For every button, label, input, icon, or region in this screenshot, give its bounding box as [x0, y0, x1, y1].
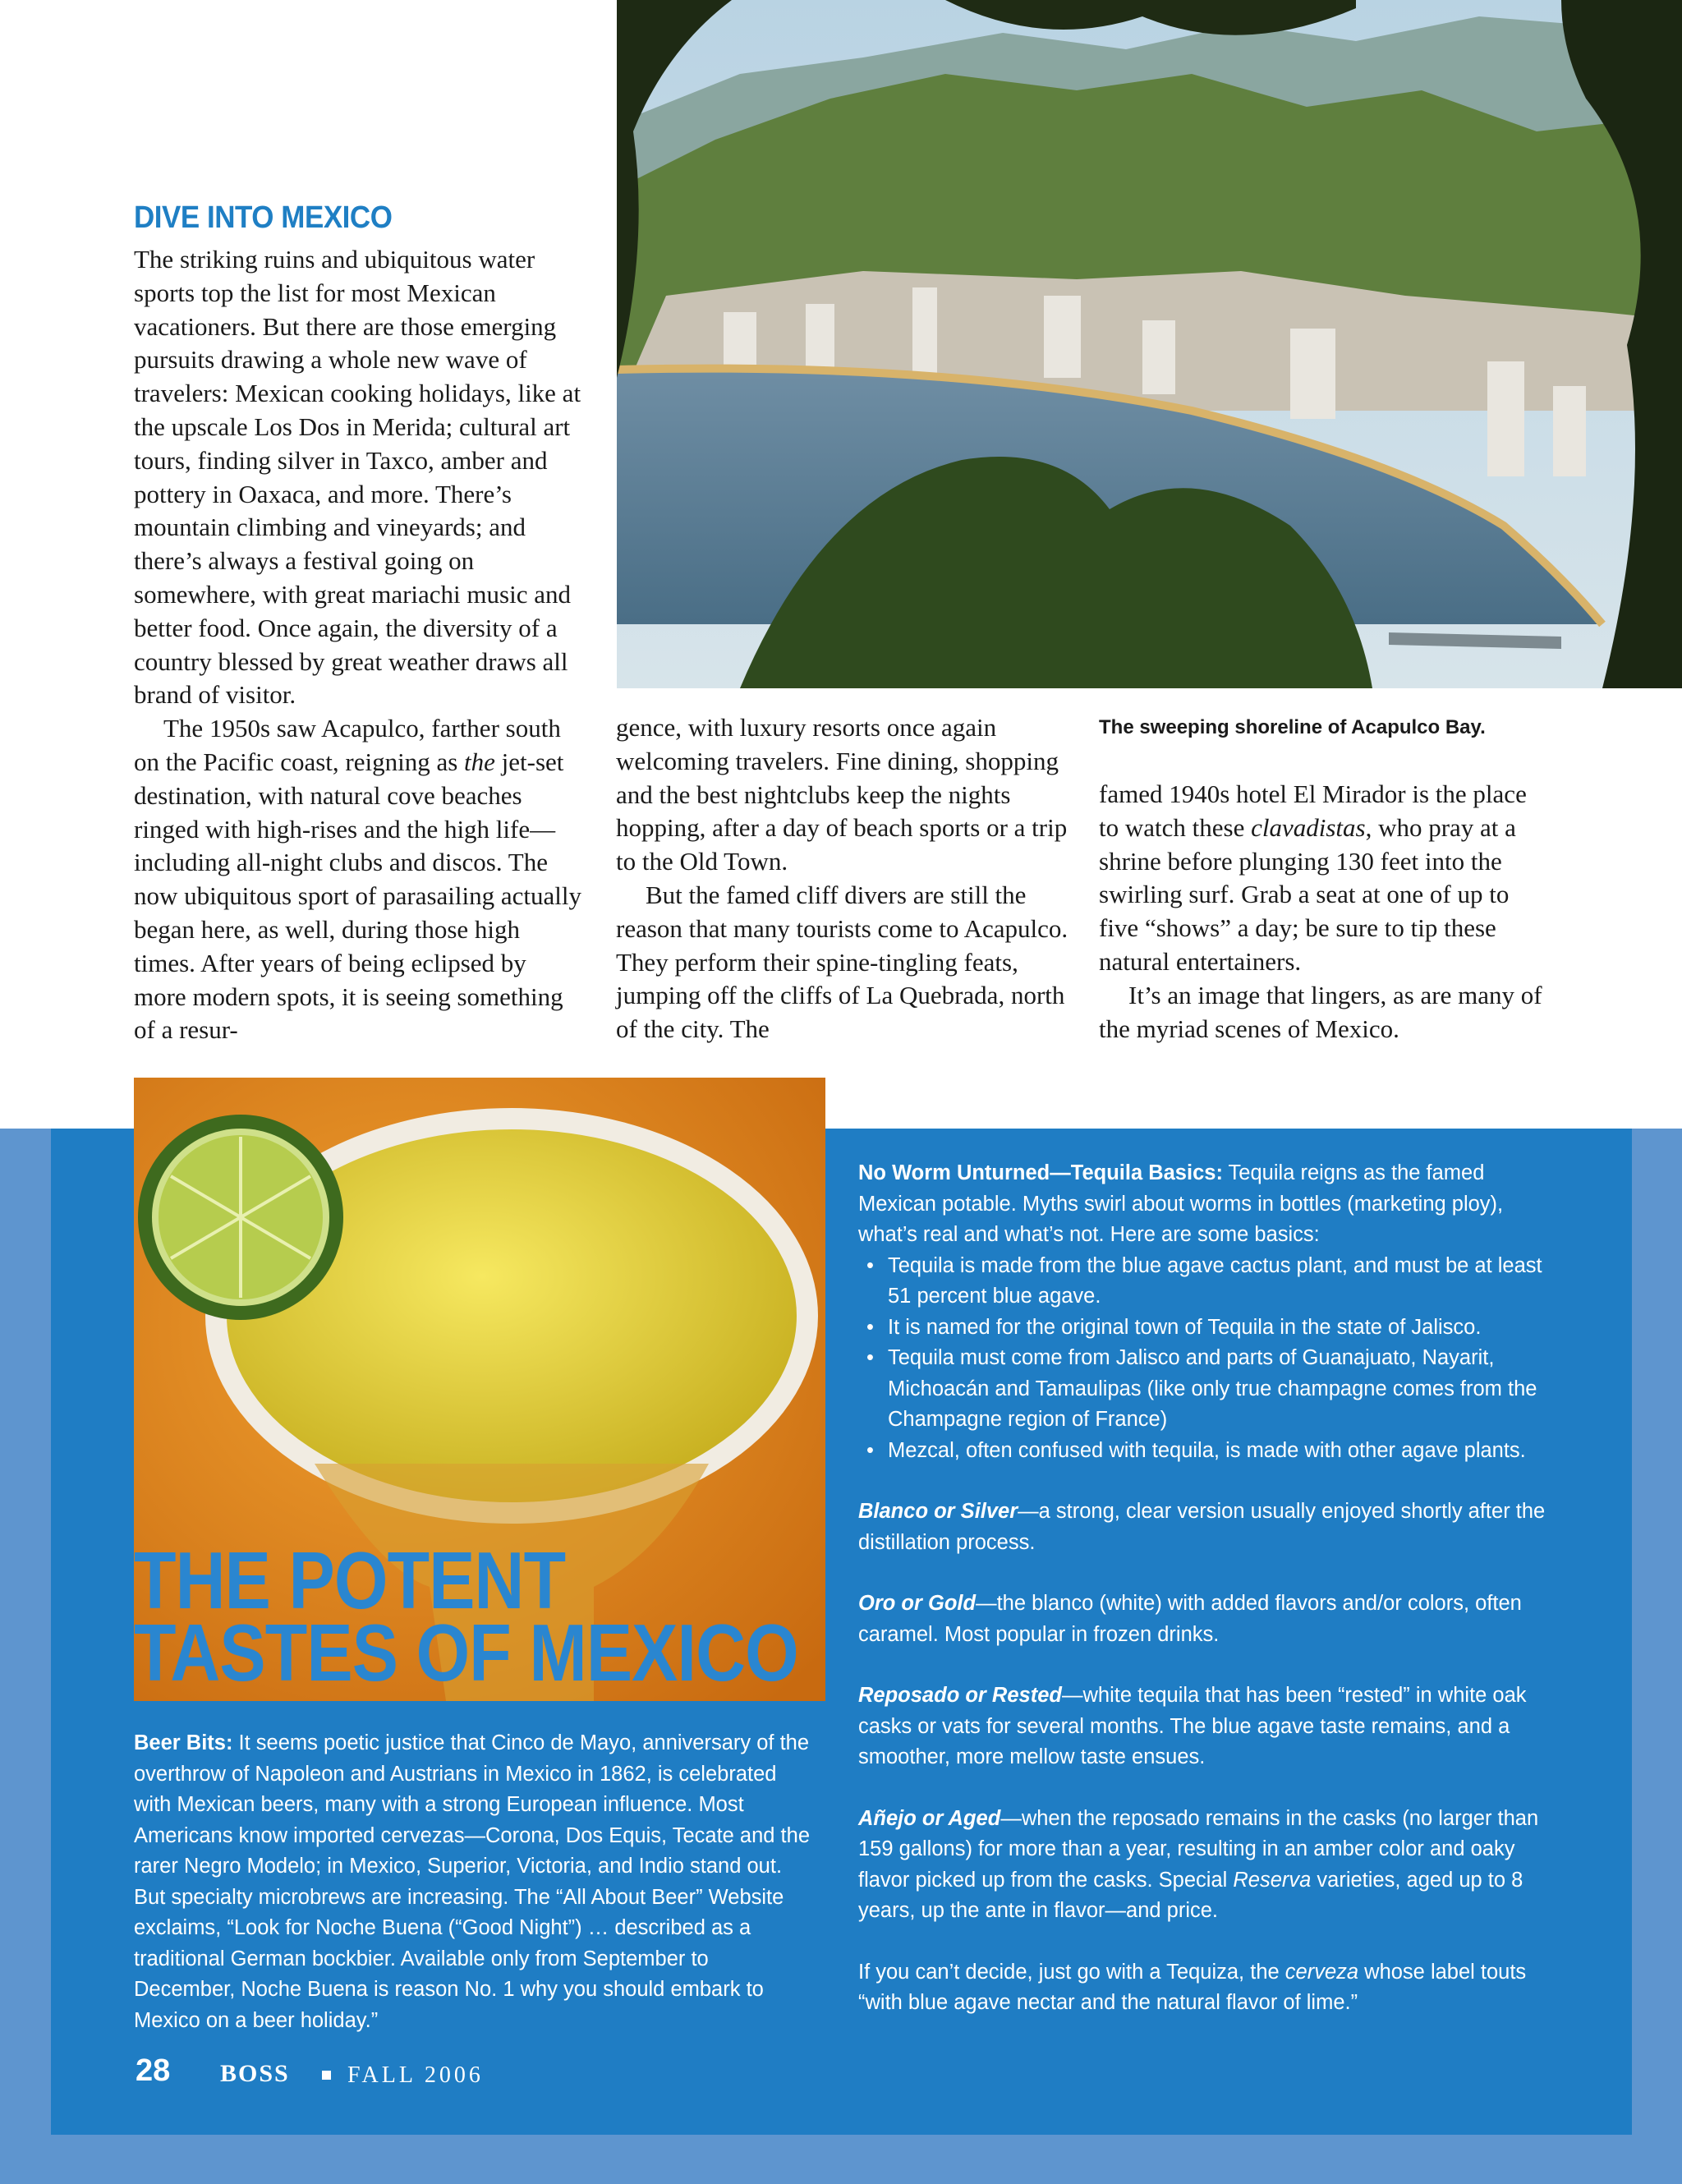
article-column-3 — [1099, 778, 1542, 1046]
beer-bits-lead: Beer Bits: — [134, 1731, 233, 1754]
tequila-type-desc: —the blanco (white) with added flavors and/or colors, often caramel. Most popular in frozen drinks. — [858, 1592, 1522, 1646]
tequila-type-name: Blanco or Silver — [858, 1500, 1018, 1523]
tequila-type — [858, 1681, 1556, 1773]
acapulco-bay-photo — [617, 0, 1682, 688]
text-run: , who pray at a shrine before plunging 130 feet into the swirling surf. Grab a seat at one of up to five “shows” a day; be sure to tip these natural entertainers. — [1099, 812, 1516, 976]
list-item: • Mezcal, often confused with tequila, is made with other agave plants. — [858, 1436, 1556, 1467]
photo-caption: The sweeping shoreline of Acapulco Bay. — [1099, 716, 1486, 738]
tequila-type-desc: —when the reposado remains in the casks (no larger than 159 gallons) for more than a year, resulting in an amber color and oaky flavor picked up from the casks. Special — [858, 1806, 1539, 1892]
sidebar-title-line: TASTES OF MEXICO — [134, 1607, 798, 1698]
tequila-facts-list — [858, 1251, 1556, 1467]
text-run: whose label touts “with blue agave nectar and the natural flavor of lime.” — [858, 1960, 1527, 2014]
tequila-type-desc: varieties, aged up to 8 years, up the ante in flavor—and price. — [858, 1868, 1523, 1922]
tequila-type-desc: —white tequila that has been “rested” in white oak casks or vats for several months. The blue agave taste remains, and a smoother, more mellow taste ensues. — [858, 1684, 1527, 1768]
emphasis-text: Reserva — [1233, 1868, 1312, 1892]
text-run: famed 1940s hotel El Mirador is the place to watch these — [1099, 779, 1527, 842]
emphasis-text: cerveza — [1284, 1960, 1359, 1984]
article-column-2 — [616, 711, 1069, 1046]
text-run: The 1950s saw Acapulco, farther south on the Pacific coast, reigning as — [134, 714, 561, 776]
sidebar-title-line: THE POTENT — [134, 1535, 566, 1625]
page-number: 28 — [136, 2053, 171, 2088]
tequila-basics-section — [858, 1158, 1556, 2019]
tequila-type-name: Oro or Gold — [858, 1592, 977, 1615]
tequila-type — [858, 1497, 1556, 1558]
article-paragraph: But the famed cliff divers are still the reason that many tourists come to Acapulco. They perform their spine-tingling feats, jumping off the cliffs of La Quebrada, north of the city. The — [616, 880, 1068, 1044]
tequila-type-desc: —a strong, clear version usually enjoyed shortly after the distillation process. — [858, 1500, 1546, 1554]
tequila-intro — [858, 1158, 1556, 1251]
list-item: • Tequila is made from the blue agave cactus plant, and must be at least 51 percent blue agave. — [858, 1251, 1556, 1313]
list-item: • It is named for the original town of Tequila in the state of Jalisco. — [858, 1313, 1556, 1344]
article-paragraph: gence, with luxury resorts once again welcoming travelers. Fine dining, shopping and the best nightclubs keep the nights hopping, after a day of beach sports or a trip to the Old Town. — [616, 713, 1068, 876]
text-run: If you can’t decide, just go with a Tequiza, the — [858, 1960, 1285, 1984]
page-margin — [0, 1078, 134, 1129]
tequila-closing — [858, 1957, 1556, 2019]
article-paragraph — [134, 712, 583, 1047]
issue-season: FALL 2006 — [347, 2062, 484, 2088]
beer-bits-body: It seems poetic justice that Cinco de Mayo, anniversary of the overthrow of Napoleon and Austrians in Mexico in 1862, is celebrated with Mexican beers, many with a strong European influence. Most Americans know imported cervezas—Corona, Dos Equis, Tecate and the rarer Negro Modelo; in Mexico, Superior, Victoria, and Indio stand out. But specialty microbrews are increasing. The “All About Beer” Website exclaims, “Look for Noche Buena (“Good Night”) … described as a traditional German bockbier. Available only from September to December, Noche Buena is reason No. 1 why you should embark to Mexico on a beer holiday.” — [134, 1731, 811, 2032]
beer-bits-paragraph — [134, 1728, 816, 2036]
tequila-type — [858, 1589, 1556, 1650]
article-paragraph: The striking ruins and ubiquitous water sports top the list for most Mexican vacationers. But there are those emerging pursuits drawing a whole new wave of travelers: Mexican cooking holidays, like at the upscale Los Dos in Merida; cultural art tours, finding silver in Taxco, amber and pottery in Oaxaca, and more. There’s mountain climbing and vineyards; and there’s always a festival going on somewhere, with great mariachi music and better food. Once again, the diversity of a country blessed by great weather draws all brand of visitor. — [134, 245, 581, 710]
tequila-intro-text: Tequila reigns as the famed Mexican potable. Myths swirl about worms in bottles (marketing ploy), what’s real and what’s not. Here are some basics: — [858, 1161, 1504, 1246]
list-item: • Tequila must come from Jalisco and parts of Guanajuato, Nayarit, Michoacán and Tamaulipas (like only true champagne comes from the Champagne region of France) — [858, 1343, 1556, 1436]
emphasis-text: clavadistas — [1251, 812, 1366, 842]
article-headline: DIVE INTO MEXICO — [134, 200, 393, 235]
tequila-lead: No Worm Unturned—Tequila Basics: — [858, 1161, 1223, 1184]
sidebar-title — [134, 1535, 798, 1698]
article-paragraph — [1099, 778, 1542, 979]
tequila-type — [858, 1804, 1556, 1927]
tequila-type-name: Reposado or Rested — [858, 1684, 1062, 1707]
separator-square — [322, 2071, 331, 2080]
article-paragraph: It’s an image that lingers, as are many of the myriad scenes of Mexico. — [1099, 980, 1542, 1043]
page-margin — [825, 1078, 1682, 1129]
tequila-type-name: Añejo or Aged — [858, 1806, 1001, 1830]
text-run: jet-set destination, with natural cove beaches ringed with high-rises and the high life—including all-night clubs and discos. The now ubiquitous sport of parasailing actually began here, as well, during those high times. After years of being eclipsed by more modern spots, it is seeing something of a resur- — [134, 747, 581, 1045]
emphasis-text: the — [464, 747, 495, 776]
magazine-name: BOSS — [220, 2060, 290, 2087]
beer-bits-section — [134, 1728, 816, 2036]
article-column-1 — [134, 243, 583, 1047]
